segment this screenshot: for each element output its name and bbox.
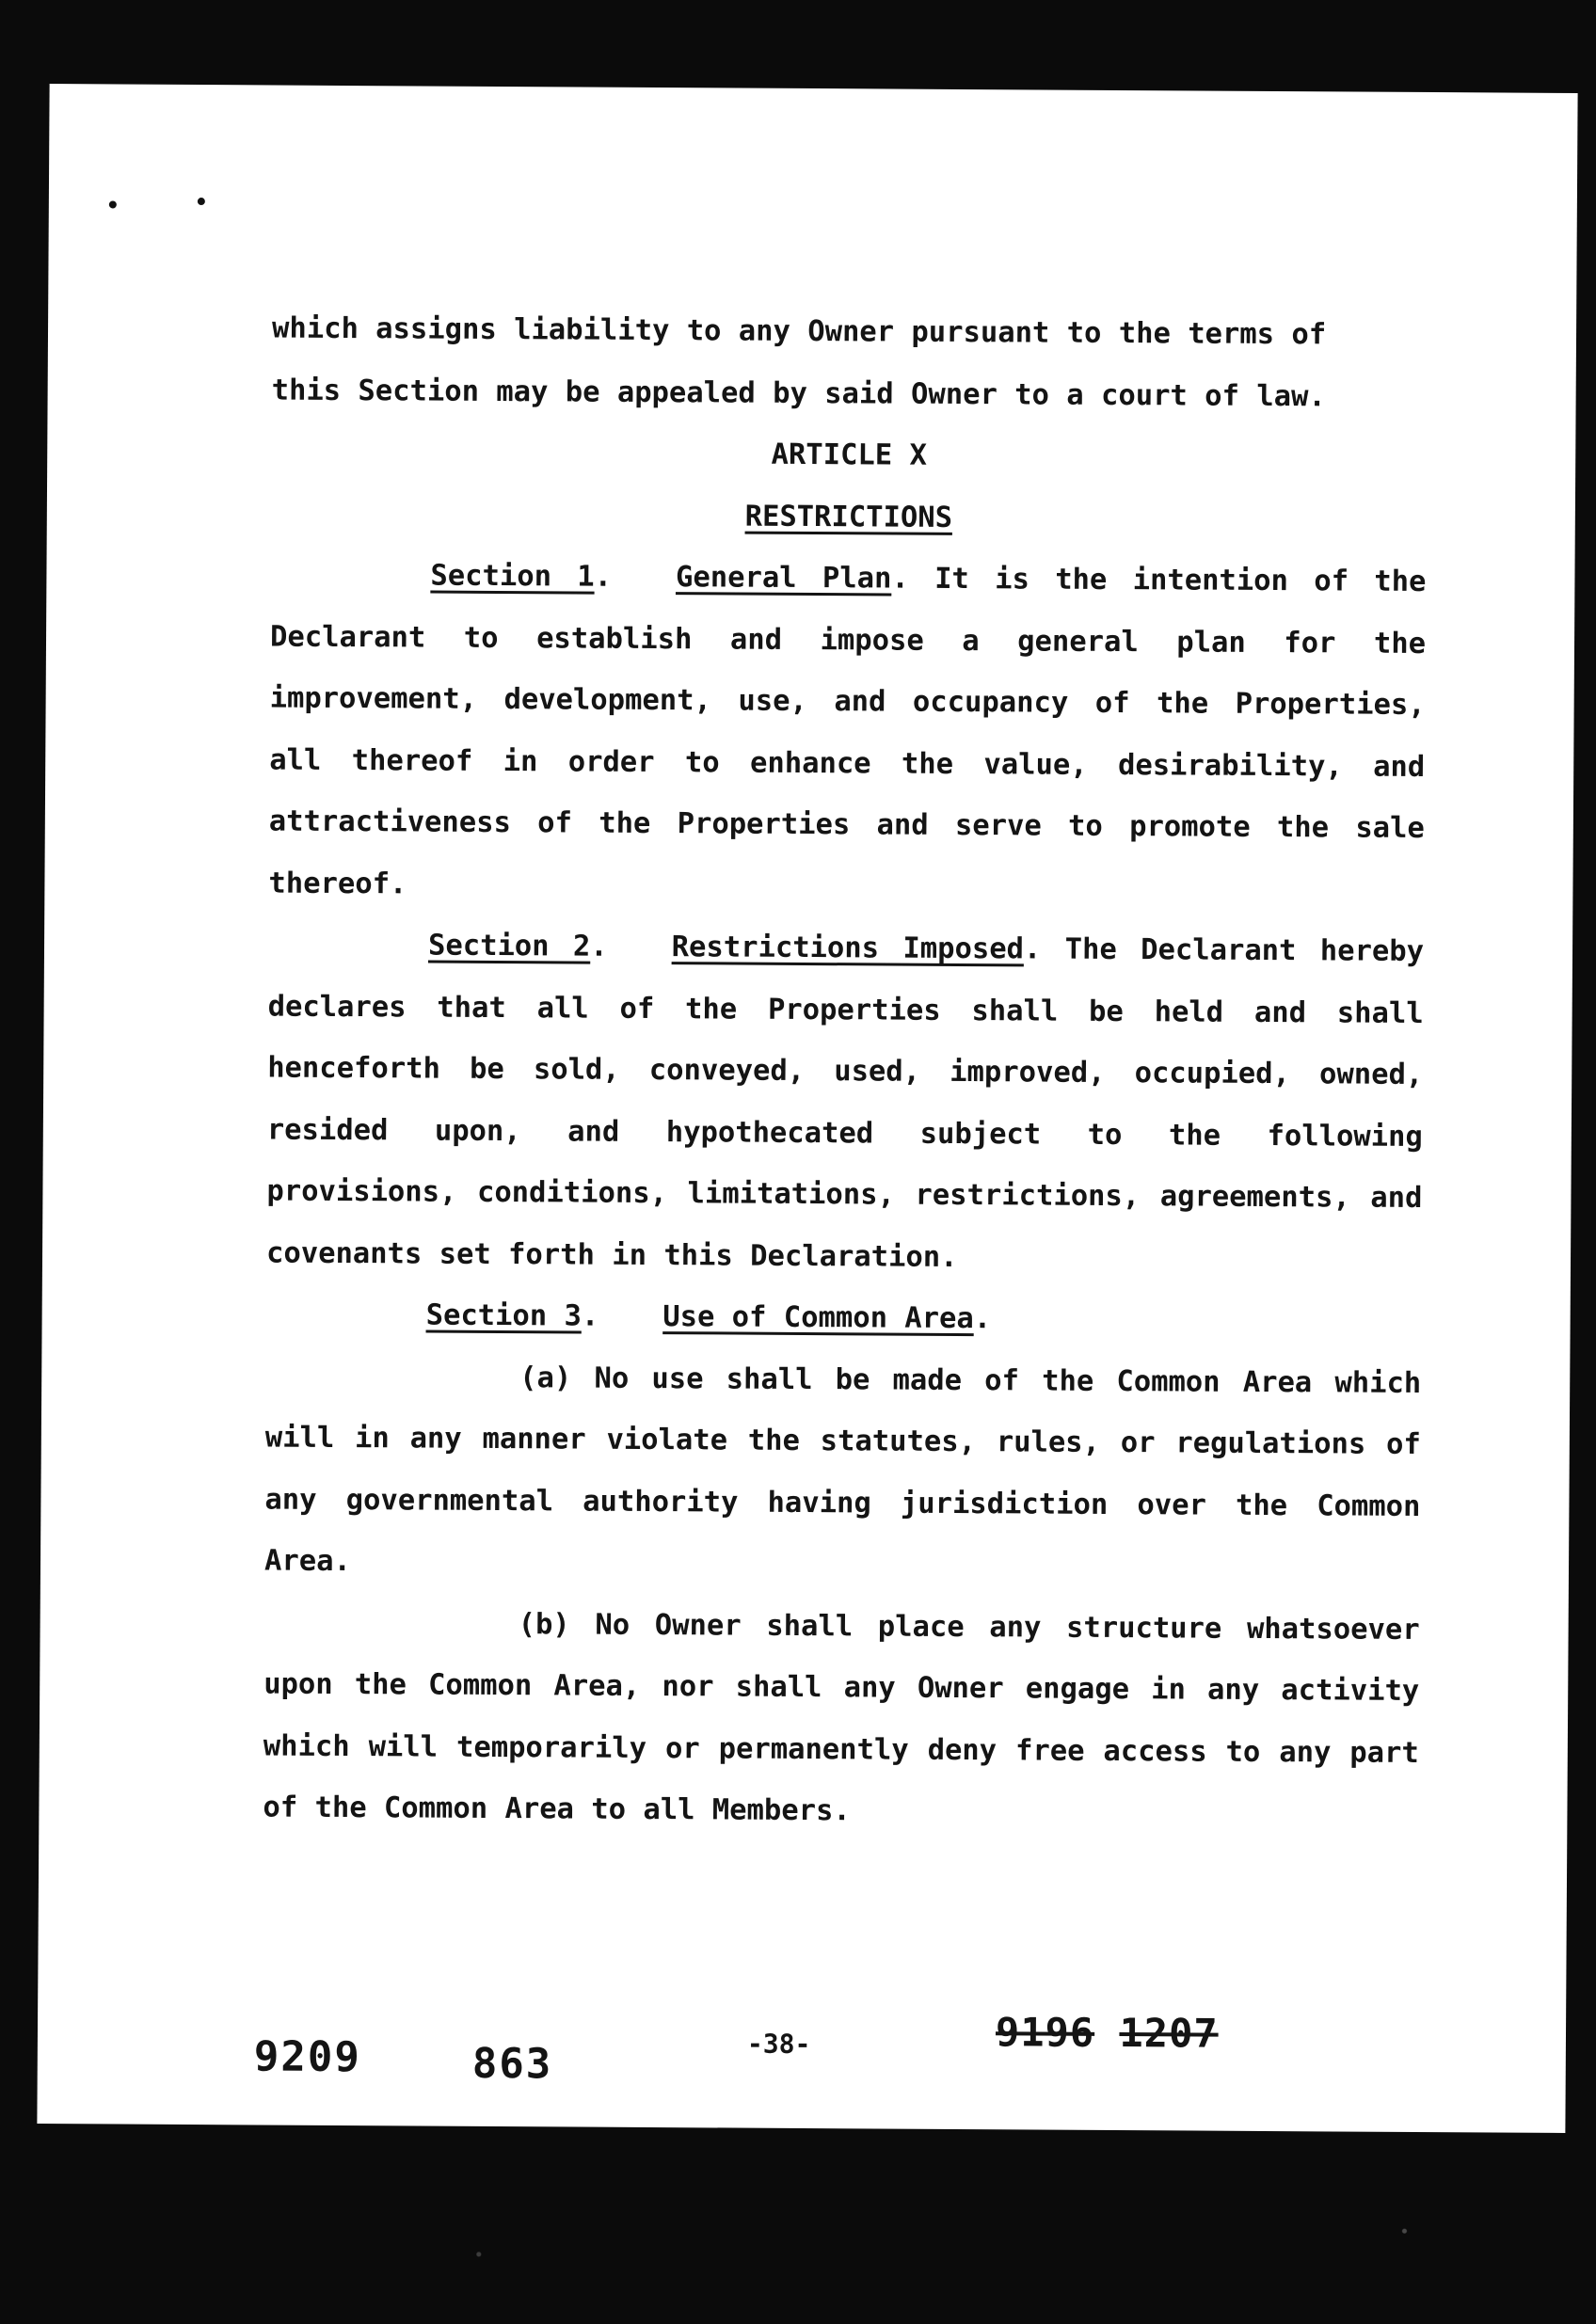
article-title-wrap: [271, 483, 1427, 551]
section-2-text: The Declarant hereby declares that all of the Properties shall be held and shall henceforth be sold, conveyed, used, improved, occupied, owned, resided upon, and hypothecated subject to the following provisions, conditions, limitations, restrictions, agreements, and covenants set forth in this Declaration.: [265, 932, 1425, 1274]
page-number: -38-: [746, 2028, 811, 2061]
section-1-paragraph: Section 1. General Plan. It is the intention of the Declarant to establish and impose a general plan for the improvement, development, use, and occupancy of the Properties, all thereof in order to enhance the value, desirability, and attractiveness of the Properties and serve to promote the sale thereof.: [268, 559, 1427, 900]
document-body: [263, 298, 1428, 1846]
section-1-heading: General Plan: [675, 561, 892, 596]
section-2-paragraph: Section 2. Restrictions Imposed. The Declarant hereby declares that all of the Properties shall be held and shall henceforth be sold, conveyed, used, improved, occupied, owned, resided upon, and hypothecated subject to the following provisions, conditions, limitations, restrictions, agreements, and covenants set forth in this Declaration.: [265, 929, 1425, 1274]
opening-line-2: this Section may be appealed by said Owner to a court of law.: [271, 374, 1326, 413]
struck-ref-1: 9196: [995, 2009, 1095, 2056]
document-number-mid: 863: [471, 2039, 553, 2089]
section-1-text: It is the intention of the Declarant to establish and impose a general plan for the improvement, development, use, and occupancy of the Properties, all thereof in order to enhance the value, desirability, and attractiveness of the Properties and serve to promote the sale thereof.: [268, 562, 1427, 900]
document-number-left: 9209: [253, 2032, 361, 2082]
section-2-heading: Restrictions Imposed: [671, 931, 1025, 966]
scan-speck: [198, 198, 205, 205]
document-page: [37, 84, 1577, 2133]
struck-reference-number: [996, 2009, 1219, 2056]
section-3-item-b: (b) No Owner shall place any structure whatsoever upon the Common Area, nor shall any Owner engage in any activity which will temporarily or permanently deny free access to any part of the Common Area to all Members.: [263, 1607, 1420, 1828]
article-heading: ARTICLE X: [771, 438, 927, 472]
section-3-label: Section 3: [425, 1298, 583, 1333]
section-3-heading-line: Section 3. Use of Common Area.: [425, 1298, 992, 1336]
opening-line-1: which assigns liability to any Owner pursuant to the terms of: [271, 311, 1327, 352]
section-1-label: Section 1: [430, 559, 595, 594]
section-2-label: Section 2: [427, 929, 591, 963]
article-title: RESTRICTIONS: [744, 500, 953, 534]
section-3-item-a: (a) No use shall be made of the Common Area which will in any manner violate the statutes, rules, or regulations of any governmental authority having jurisdiction over the Common Area.: [263, 1361, 1422, 1579]
section-3-heading: Use of Common Area: [662, 1300, 974, 1336]
struck-ref-2: 1207: [1119, 2010, 1219, 2057]
scan-speck: [109, 200, 117, 208]
